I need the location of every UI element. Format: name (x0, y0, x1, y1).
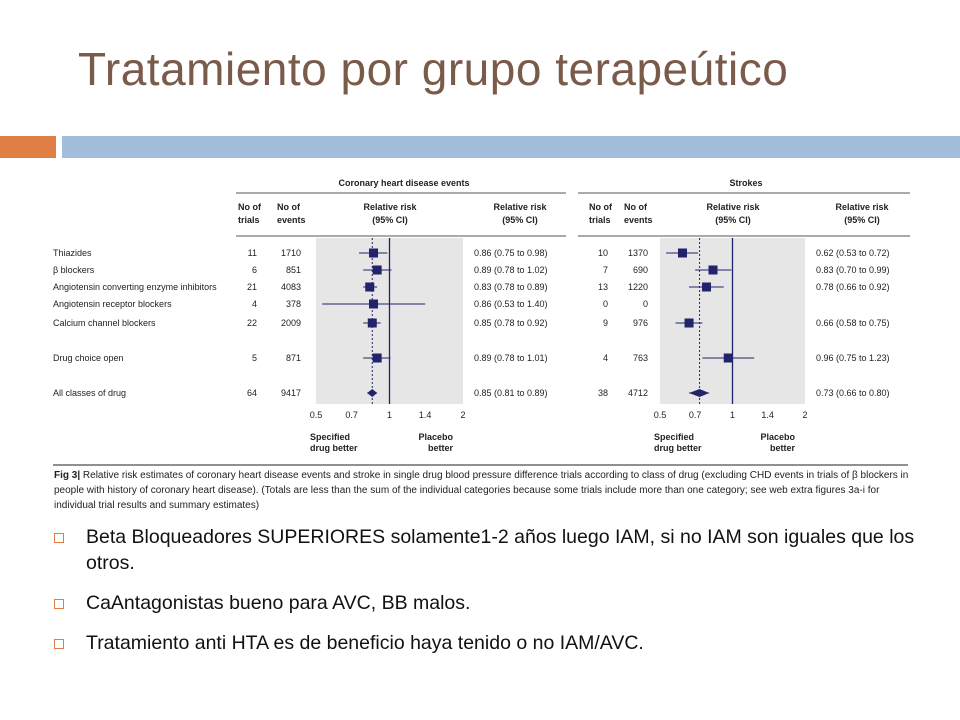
figure-caption-text: Relative risk estimates of coronary heart disease events and stroke in single drug blood pressure difference trials according to class of drug (excluding CHD events in trials of β blockers in people with history of coronary heart disease). (Totals are less than the sum of the individual categories because some trials include more than one category; see web extra figures 3a-i for individual trial results and summary estimates) (54, 470, 909, 511)
events-value: 9417 (280, 388, 301, 398)
axis-label-right: better (769, 443, 795, 453)
trials-value: 64 (246, 388, 257, 398)
col-header-events: events (277, 215, 306, 225)
events-value: 378 (285, 299, 301, 309)
ci-value: 0.89 (0.78 to 1.02) (474, 265, 548, 275)
ci-value: 0.85 (0.81 to 0.89) (474, 388, 548, 398)
point-estimate (685, 319, 694, 328)
bullet-text: Beta Bloqueadores SUPERIORES solamente1-2 años luego IAM, si no IAM son iguales que los otros. (86, 526, 915, 574)
axis-label-left: drug better (654, 443, 702, 453)
bullet-text: Tratamiento anti HTA es de beneficio haya tenido o no IAM/AVC. (86, 632, 644, 654)
axis-label-left: drug better (310, 443, 358, 453)
ci-value: 0.66 (0.58 to 0.75) (816, 318, 890, 328)
ci-value: 0.85 (0.78 to 0.92) (474, 318, 548, 328)
point-estimate (369, 300, 378, 309)
forest-plot-figure (0, 166, 960, 466)
ci-value: 0.86 (0.75 to 0.98) (474, 248, 548, 258)
axis-label-left: Specified (310, 432, 351, 442)
slide-title: Tratamiento por grupo terapeútico (78, 43, 789, 95)
axis-label-right: Placebo (418, 432, 453, 442)
bullet-square-icon (54, 533, 64, 543)
events-value: 0 (642, 299, 648, 309)
panel-title: Strokes (729, 178, 763, 188)
category-label: All classes of drug (53, 388, 127, 398)
ci-value: 0.86 (0.53 to 1.40) (474, 299, 548, 309)
category-label: Thiazides (53, 248, 92, 258)
col-header-rr-plot: Relative risk (706, 202, 760, 212)
axis-label-right: better (427, 443, 453, 453)
category-label: Angiotensin receptor blockers (53, 299, 172, 309)
axis-label-left: Specified (654, 432, 695, 442)
category-label: Calcium channel blockers (53, 318, 156, 328)
bullet-list (46, 524, 926, 670)
bullet-square-icon (54, 639, 64, 649)
ci-value: 0.96 (0.75 to 1.23) (816, 353, 890, 363)
category-label: Drug choice open (53, 353, 124, 363)
trials-value: 38 (597, 388, 608, 398)
ci-value: 0.83 (0.78 to 0.89) (474, 282, 548, 292)
point-estimate (365, 283, 374, 292)
point-estimate (702, 283, 711, 292)
x-tick-label: 1.4 (418, 410, 432, 420)
bullet-item (46, 524, 926, 576)
panel-title: Coronary heart disease events (338, 178, 470, 188)
col-header-events: No of (624, 202, 647, 212)
col-header-rr-plot: (95% CI) (372, 215, 408, 225)
events-value: 2009 (280, 318, 301, 328)
events-value: 4083 (280, 282, 301, 292)
point-estimate (368, 319, 377, 328)
trials-value: 6 (251, 265, 257, 275)
events-value: 871 (285, 353, 301, 363)
trials-value: 21 (246, 282, 257, 292)
bullet-item (46, 630, 926, 656)
trials-value: 4 (602, 353, 608, 363)
point-estimate (373, 354, 382, 363)
events-value: 976 (632, 318, 648, 328)
ci-value: 0.62 (0.53 to 0.72) (816, 248, 890, 258)
ci-value: 0.83 (0.70 to 0.99) (816, 265, 890, 275)
events-value: 1370 (627, 248, 648, 258)
category-label: β blockers (53, 265, 95, 275)
col-header-rr-plot: (95% CI) (715, 215, 751, 225)
x-tick-label: 2 (802, 410, 808, 420)
ci-value: 0.89 (0.78 to 1.01) (474, 353, 548, 363)
ci-value: 0.78 (0.66 to 0.92) (816, 282, 890, 292)
events-value: 763 (632, 353, 648, 363)
events-value: 1710 (280, 248, 301, 258)
point-estimate (709, 266, 718, 275)
col-header-rr-text: (95% CI) (502, 215, 538, 225)
x-tick-label: 1.4 (761, 410, 774, 420)
trials-value: 11 (247, 248, 257, 258)
x-tick-label: 0.7 (345, 410, 358, 420)
accent-bar-orange (0, 136, 56, 158)
col-header-trials: trials (589, 215, 611, 225)
point-estimate (724, 354, 733, 363)
category-label: Angiotensin converting enzyme inhibitors (53, 282, 217, 292)
x-tick-label: 2 (460, 410, 466, 420)
bullet-square-icon (54, 599, 64, 609)
col-header-rr-text: Relative risk (835, 202, 889, 212)
x-tick-label: 0.7 (688, 410, 702, 420)
events-value: 690 (632, 265, 648, 275)
x-tick-label: 0.5 (653, 410, 667, 420)
trials-value: 10 (597, 248, 608, 258)
col-header-events: events (624, 215, 653, 225)
point-estimate (678, 249, 687, 258)
x-tick-label: 1 (386, 410, 393, 420)
trials-value: 13 (597, 282, 608, 292)
x-tick-label: 0.5 (309, 410, 323, 420)
col-header-trials: trials (238, 215, 260, 225)
events-value: 4712 (627, 388, 648, 398)
trials-value: 4 (251, 299, 257, 309)
events-value: 1220 (627, 282, 648, 292)
x-tick-label: 1 (729, 410, 736, 420)
col-header-rr-text: Relative risk (493, 202, 547, 212)
col-header-events: No of (277, 202, 300, 212)
col-header-trials: No of (589, 202, 612, 212)
trials-value: 22 (246, 318, 257, 328)
point-estimate (373, 266, 382, 275)
trials-value: 9 (602, 318, 608, 328)
figure-caption-label: Fig 3| (54, 470, 81, 481)
point-estimate (369, 249, 378, 258)
events-value: 851 (285, 265, 301, 275)
trials-value: 0 (602, 299, 608, 309)
figure-caption (54, 468, 914, 513)
bullet-text: CaAntagonistas bueno para AVC, BB malos. (86, 592, 471, 614)
col-header-trials: No of (238, 202, 261, 212)
trials-value: 5 (251, 353, 257, 363)
col-header-rr-text: (95% CI) (844, 215, 880, 225)
trials-value: 7 (602, 265, 608, 275)
ci-value: 0.73 (0.66 to 0.80) (816, 388, 890, 398)
col-header-rr-plot: Relative risk (363, 202, 417, 212)
axis-label-right: Placebo (760, 432, 795, 442)
bullet-item (46, 590, 926, 616)
accent-bar-blue (62, 136, 960, 158)
